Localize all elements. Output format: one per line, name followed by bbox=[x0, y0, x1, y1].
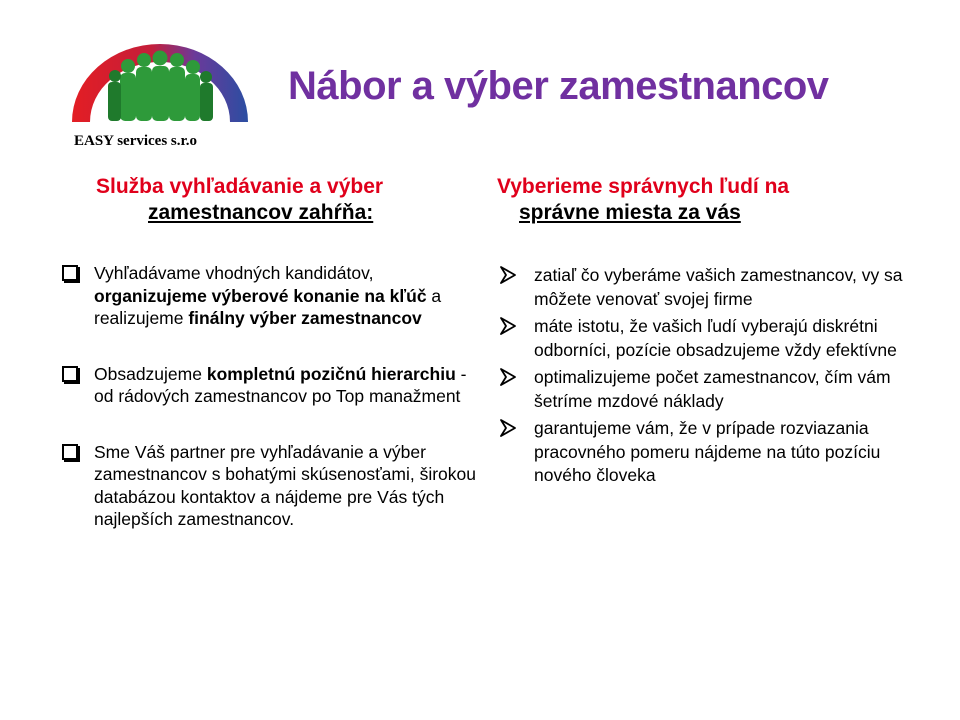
services-list bbox=[60, 262, 480, 564]
item-text: zatiaľ čo vyberáme vašich zamestnancov, vy sa môžete venovať svojej firme bbox=[534, 265, 903, 309]
item-text: Sme Váš partner pre vyhľadávanie a výber zamestnancov s bohatými skúsenosťami, širokou databázou kontaktov a nájdeme pre Vás tých najlepších zamestnancov. bbox=[94, 441, 477, 529]
right-heading-line1: Vyberieme správnych ľudí na bbox=[497, 175, 790, 198]
arrowhead-icon bbox=[499, 368, 517, 386]
arrowhead-icon bbox=[499, 419, 517, 437]
list-item bbox=[497, 315, 917, 362]
benefits-list bbox=[497, 264, 917, 492]
right-heading bbox=[497, 174, 917, 226]
arrowhead-icon bbox=[499, 266, 517, 284]
item-text: garantujeme vám, že v prípade rozviazania pracovného pomeru nájdeme na túto pozíciu nového človeka bbox=[534, 418, 881, 485]
item-text: máte istotu, že vašich ľudí vyberajú diskrétni odborníci, pozície obsadzujeme vždy efektívne bbox=[534, 316, 897, 360]
item-text: - od rádových zamestnancov po Top manažment bbox=[94, 363, 467, 406]
item-text: optimalizujeme počet zamestnancov, čím vám šetríme mzdové náklady bbox=[534, 367, 891, 411]
list-item bbox=[60, 262, 480, 330]
right-heading-line2: správne miesta za vás bbox=[519, 201, 741, 224]
item-text-bold: finálny výber zamestnancov bbox=[188, 308, 422, 328]
left-heading bbox=[96, 174, 466, 226]
list-item bbox=[497, 417, 917, 488]
company-logo bbox=[60, 40, 260, 158]
list-item bbox=[497, 366, 917, 413]
list-item bbox=[60, 363, 480, 408]
item-text: Obsadzujeme bbox=[94, 363, 207, 384]
list-item bbox=[497, 264, 917, 311]
item-text: a realizujeme bbox=[94, 285, 442, 328]
checkbox-icon bbox=[62, 444, 78, 460]
item-text-bold: organizujeme výberové konanie na kľúč bbox=[94, 285, 427, 306]
list-item bbox=[60, 441, 480, 531]
company-name: EASY services s.r.o bbox=[74, 133, 198, 149]
arrowhead-icon bbox=[499, 317, 517, 335]
left-heading-line2: zamestnancov zahŕňa: bbox=[148, 201, 374, 224]
checkbox-icon bbox=[62, 265, 78, 281]
logo-graphic bbox=[60, 40, 260, 135]
page-title: Nábor a výber zamestnancov bbox=[288, 64, 829, 108]
item-text: Vyhľadávame vhodných kandidátov, bbox=[94, 263, 374, 283]
left-heading-line1: Služba vyhľadávanie a výber bbox=[96, 175, 384, 198]
checkbox-icon bbox=[62, 366, 78, 382]
item-text-bold: kompletnú pozičnú hierarchiu bbox=[206, 363, 456, 384]
